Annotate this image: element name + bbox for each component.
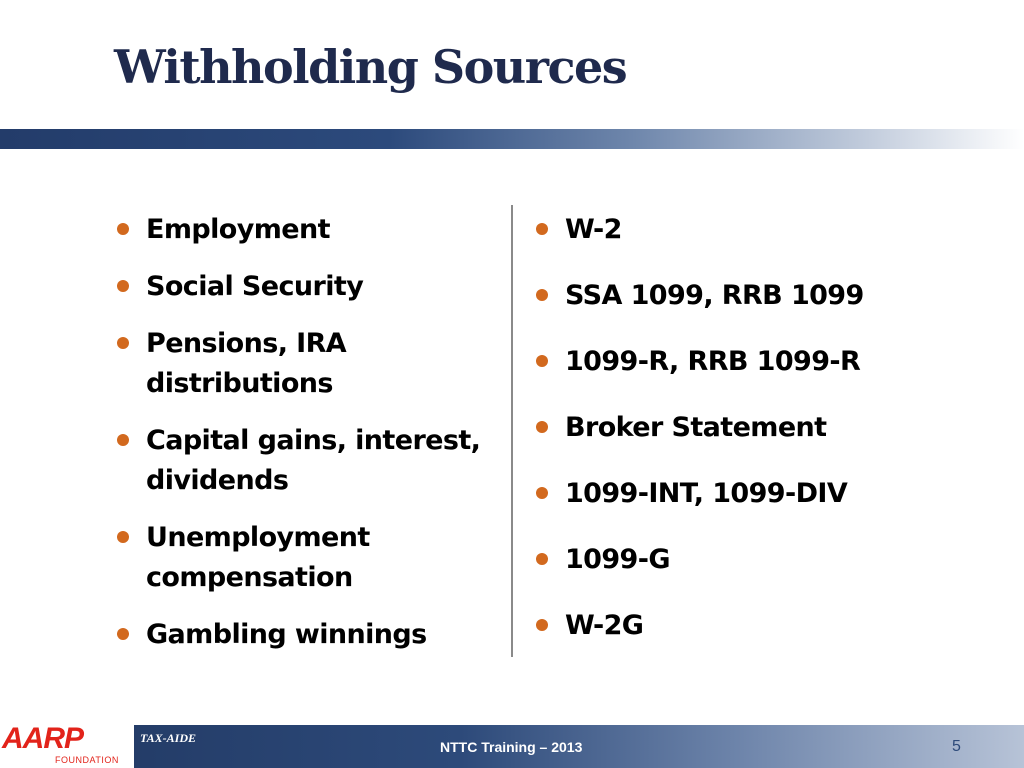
footer-text: NTTC Training – 2013	[440, 739, 583, 755]
list-item	[533, 342, 993, 382]
list-item-text-continued: distributions	[146, 368, 333, 399]
list-item	[533, 474, 993, 514]
list-item-text: 1099-INT, 1099-DIV	[565, 478, 848, 509]
slide-number: 5	[952, 738, 961, 755]
list-item	[533, 408, 993, 448]
list-item	[114, 324, 494, 404]
list-item	[533, 540, 993, 580]
list-item	[533, 276, 993, 316]
list-item	[114, 518, 494, 598]
list-item	[533, 210, 993, 250]
list-item-text-continued: compensation	[146, 562, 353, 593]
list-item	[114, 267, 494, 307]
list-item-text: 1099-G	[565, 544, 670, 575]
bullet-icon	[536, 619, 548, 631]
list-item-text: Pensions, IRA	[146, 328, 347, 359]
aarp-foundation-label: FOUNDATION	[55, 755, 119, 765]
bullet-icon	[117, 223, 129, 235]
aarp-logo: AARP	[2, 722, 84, 755]
list-item	[114, 210, 494, 250]
list-item-text-continued: dividends	[146, 465, 289, 496]
list-item	[114, 615, 494, 655]
list-item-text: Gambling winnings	[146, 619, 427, 650]
list-item-text: Social Security	[146, 271, 364, 302]
list-item	[114, 421, 494, 501]
slide-title: Withholding Sources	[114, 40, 627, 94]
list-item-text: 1099-R, RRB 1099-R	[565, 346, 861, 377]
tax-forms-list	[533, 210, 993, 672]
bullet-icon	[536, 223, 548, 235]
bullet-icon	[117, 434, 129, 446]
list-item-text: Unemployment	[146, 522, 370, 553]
list-item-text: W-2	[565, 214, 622, 245]
bullet-icon	[117, 337, 129, 349]
bullet-icon	[117, 531, 129, 543]
bullet-icon	[536, 289, 548, 301]
tax-aide-label: TAX-AIDE	[140, 731, 197, 745]
bullet-icon	[117, 280, 129, 292]
column-divider	[511, 205, 513, 657]
bullet-icon	[536, 553, 548, 565]
list-item-text: W-2G	[565, 610, 644, 641]
bullet-icon	[536, 421, 548, 433]
withholding-sources-list	[114, 210, 494, 672]
list-item	[533, 606, 993, 646]
title-underline-bar	[0, 129, 1024, 149]
bullet-icon	[536, 355, 548, 367]
list-item-text: SSA 1099, RRB 1099	[565, 280, 864, 311]
bullet-icon	[117, 628, 129, 640]
list-item-text: Capital gains, interest,	[146, 425, 481, 456]
list-item-text: Employment	[146, 214, 330, 245]
bullet-icon	[536, 487, 548, 499]
list-item-text: Broker Statement	[565, 412, 827, 443]
